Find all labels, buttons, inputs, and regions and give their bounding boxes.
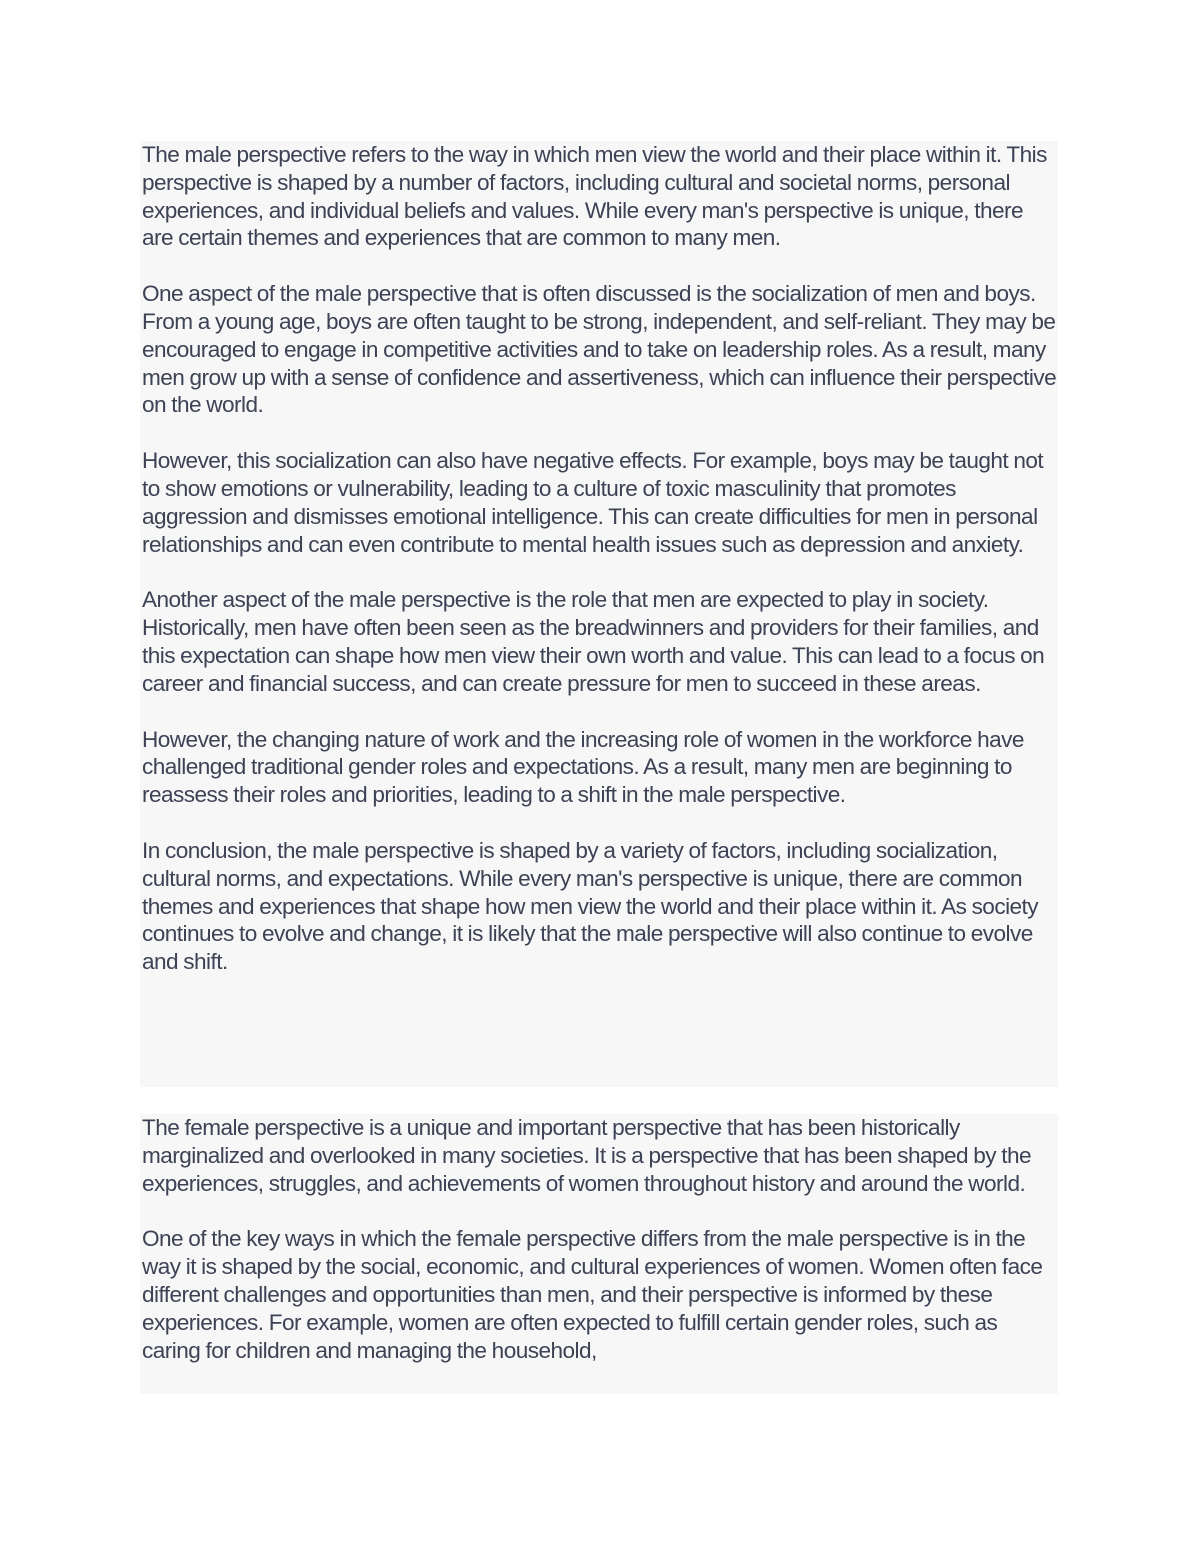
male-paragraph-2: One aspect of the male perspective that is often discussed is the socialization of men and boys. From a young age, boys are often taught to be strong, independent, and self-reliant. They may be encouraged to engage in competitive activities and to take on leadership roles. As a result, many men grow up with a sense of confidence and assertiveness, which can influence their perspective on the world. — [142, 281, 1057, 418]
female-paragraph-1: The female perspective is a unique and important perspective that has been historically marginalized and overlooked in many societies. It is a perspective that has been shaped by the experiences, struggles, and achievements of women throughout history and around the world. — [142, 1115, 1032, 1196]
male-paragraph-1: The male perspective refers to the way in which men view the world and their place within it. This perspective is shaped by a number of factors, including cultural and societal norms, personal experiences, and individual beliefs and values. While every man's perspective is unique, there are certain themes and experiences that are common to many men. — [142, 142, 1047, 251]
male-perspective-section — [140, 141, 1058, 1087]
male-paragraph-6: In conclusion, the male perspective is shaped by a variety of factors, including socialization, cultural norms, and expectations. While every man's perspective is unique, there are common themes and experiences that shape how men view the world and their place within it. As society continues to evolve and change, it is likely that the male perspective will also continue to evolve and shift. — [142, 837, 1039, 975]
female-paragraph-2: One of the key ways in which the female perspective differs from the male perspective is in the way it is shaped by the social, economic, and cultural experiences of women. Women often face different challenges and opportunities than men, and their perspective is informed by these experiences. For example, women are often expected to fulfill certain gender roles, such as caring for children and managing the household, — [142, 1226, 1043, 1363]
male-paragraph-5: However, the changing nature of work and the increasing role of women in the workforce have challenged traditional gender roles and expectations. As a result, many men are beginning to reassess their roles and priorities, leading to a shift in the male perspective. — [142, 726, 1024, 808]
female-perspective-section — [140, 1114, 1058, 1394]
male-paragraph-3: However, this socialization can also have negative effects. For example, boys may be taught not to show emotions or vulnerability, leading to a culture of toxic masculinity that promotes aggression and dismisses emotional intelligence. This can create difficulties for men in personal relationships and can even contribute to mental health issues such as depression and anxiety. — [142, 448, 1044, 557]
male-paragraph-4: Another aspect of the male perspective is the role that men are expected to play in society. Historically, men have often been seen as the breadwinners and providers for their families, and this expectation can shape how men view their own worth and value. This can lead to a focus on career and financial success, and can create pressure for men to succeed in these areas. — [142, 587, 1045, 696]
